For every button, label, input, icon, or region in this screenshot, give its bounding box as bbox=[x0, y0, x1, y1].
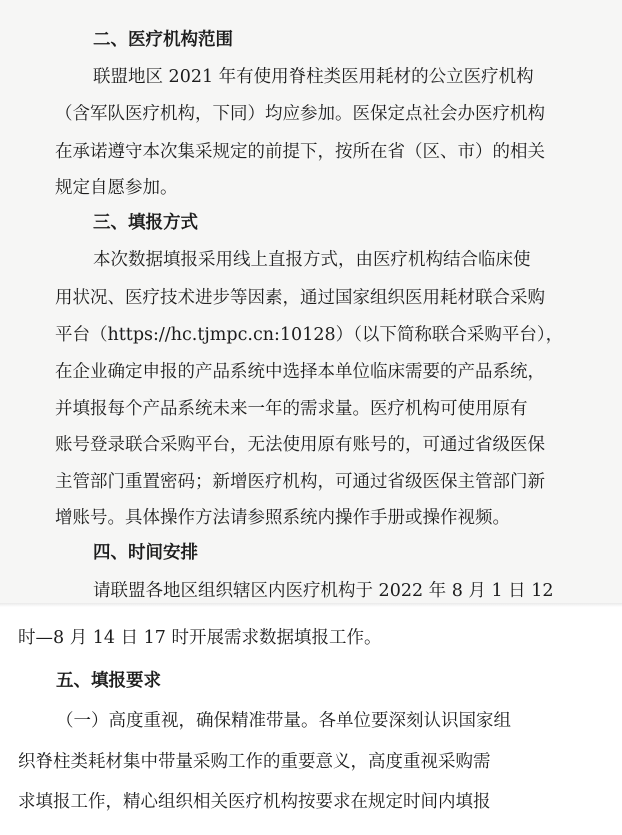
section-5-heading: 五、填报要求 bbox=[56, 671, 161, 691]
page-seam-divider bbox=[0, 603, 622, 607]
section-2-line-3: 在承诺遵守本次集采规定的前提下，按所在省（区、市）的相关 bbox=[55, 142, 545, 162]
section-2-line-2: （含军队医疗机构，下同）均应参加。医保定点社会办医疗机构 bbox=[55, 104, 545, 124]
section-5-line-3: 求填报工作，精心组织相关医疗机构按要求在规定时间内填报 bbox=[18, 792, 491, 812]
section-3-line-7: 主管部门重置密码；新增医疗机构，可通过省级医保主管部门新 bbox=[55, 472, 545, 492]
section-3-line-6: 账号登录联合采购平台，无法使用原有账号的，可通过省级医保 bbox=[55, 435, 545, 455]
section-2-line-1: 联盟地区 2021 年有使用脊柱类医用耗材的公立医疗机构 bbox=[93, 67, 534, 87]
section-2-heading: 二、医疗机构范围 bbox=[93, 30, 233, 50]
section-5-line-1: （一）高度重视，确保精准带量。各单位要深刻认识国家组 bbox=[56, 711, 511, 731]
section-3-line-5: 并填报每个产品系统未来一年的需求量。医疗机构可使用原有 bbox=[55, 399, 528, 419]
section-3-line-1: 本次数据填报采用线上直报方式，由医疗机构结合临床使 bbox=[93, 250, 531, 270]
section-3-line-3: 平台（https://hc.tjmpc.cn:10128）（以下简称联合采购平台）， bbox=[55, 325, 564, 345]
section-5-line-2: 织脊柱类耗材集中带量采购工作的重要意义，高度重视采购需 bbox=[18, 752, 491, 772]
section-4-line-1: 请联盟各地区组织辖区内医疗机构于 2022 年 8 月 1 日 12 bbox=[93, 581, 554, 601]
section-4-heading: 四、时间安排 bbox=[93, 543, 198, 563]
section-3-heading: 三、填报方式 bbox=[93, 213, 198, 233]
section-3-line-2: 用状况、医疗技术进步等因素，通过国家组织医用耗材联合采购 bbox=[55, 288, 545, 308]
section-4-line-2: 时—8 月 14 日 17 时开展需求数据填报工作。 bbox=[18, 628, 382, 648]
section-3-line-8: 增账号。具体操作方法请参照系统内操作手册或操作视频。 bbox=[55, 508, 510, 528]
section-3-line-4: 在企业确定申报的产品系统中选择本单位临床需要的产品系统， bbox=[55, 362, 545, 382]
section-2-line-4: 规定自愿参加。 bbox=[55, 178, 178, 198]
